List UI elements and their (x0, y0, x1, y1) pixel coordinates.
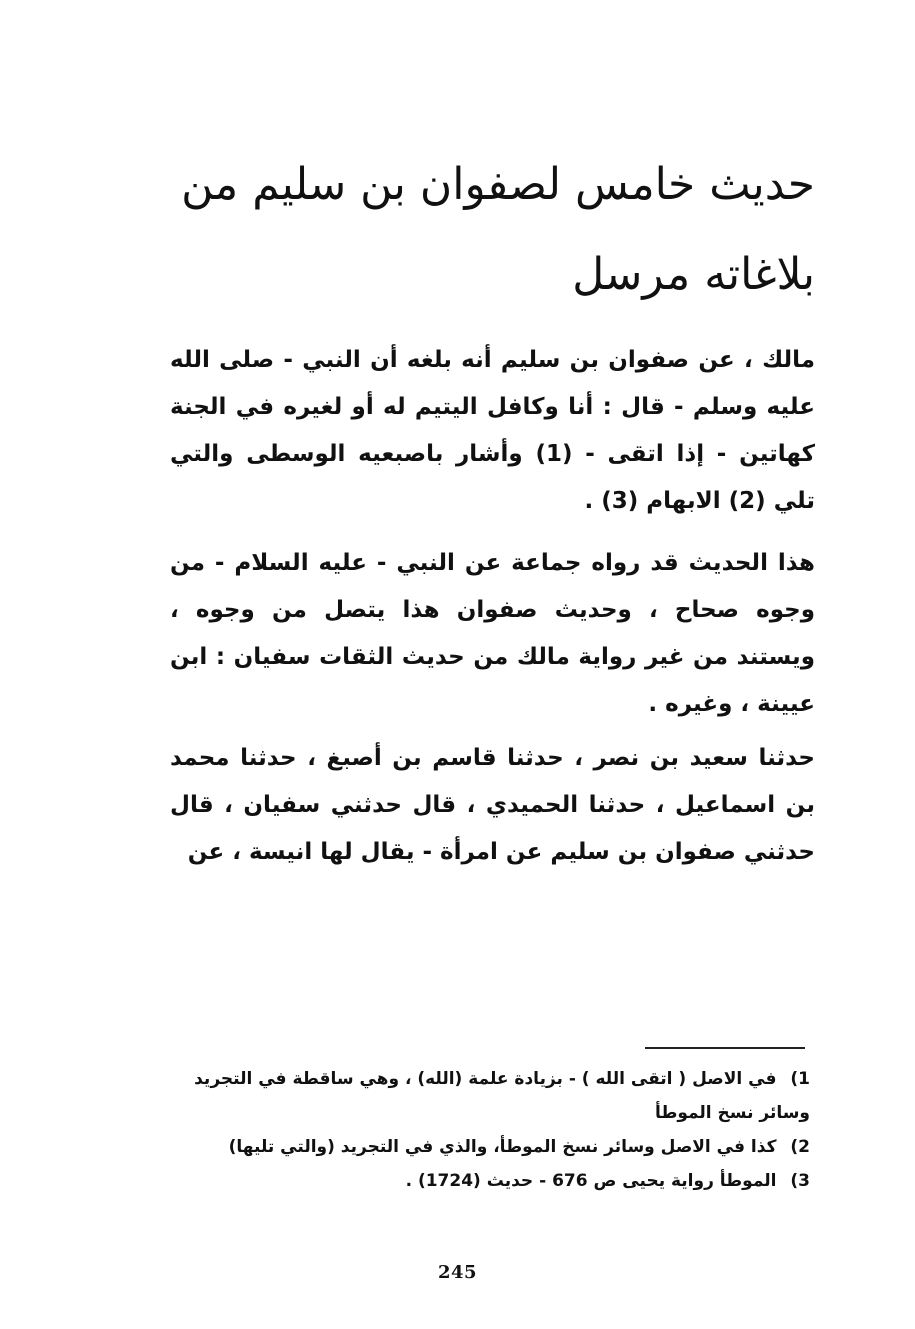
paragraph-commentary: هذا الحديث قد رواه جماعة عن النبي - عليه السلام - من وجوه صحاح ، وحديث صفوان هذا يتصل من وجوه ، ويستند من غير رواية مالك من حديث الثقات سفيان : ابن عيينة ، وغيره . (170, 550, 815, 717)
footnote-number: 1) (790, 1069, 810, 1089)
chapter-title: حديث خامس لصفوان بن سليم من بلاغاته مرسل (181, 159, 815, 300)
footnote-text: الموطأ رواية يحيى ص 676 - حديث (1724) . (405, 1171, 777, 1191)
footnote-3 (165, 1164, 810, 1198)
paragraph-hadith-text: مالك ، عن صفوان بن سليم أنه بلغه أن النبي - صلى الله عليه وسلم - قال : أنا وكافل اليتيم له أو لغيره في الجنة كهاتين - إذا اتقى - (1) وأشار باصبعيه الوسطى والتي تلي (2) الابهام (3) . (170, 347, 815, 514)
footnote-2 (165, 1130, 810, 1164)
footnote-number: 2) (790, 1137, 810, 1157)
page-number: 245 (437, 1262, 478, 1283)
footnote-number: 3) (790, 1171, 810, 1191)
footnotes (165, 1062, 810, 1198)
paragraph-isnad: حدثنا سعيد بن نصر ، حدثنا قاسم بن أصبغ ، حدثنا محمد بن اسماعيل ، حدثنا الحميدي ، قال حدثني سفيان ، قال حدثني صفوان بن سليم عن امرأة - يقال لها انيسة ، عن (170, 745, 815, 865)
footnote-divider (645, 1047, 805, 1049)
footnote-1 (165, 1062, 810, 1130)
footnote-text: كذا في الاصل وسائر نسخ الموطأ، والذي في التجريد (والتي تليها) (228, 1137, 777, 1157)
footnote-text: في الاصل ( اتقى الله ) - بزيادة علمة (الله) ، وهي ساقطة في التجريد وسائر نسخ الموطأ (194, 1069, 810, 1123)
